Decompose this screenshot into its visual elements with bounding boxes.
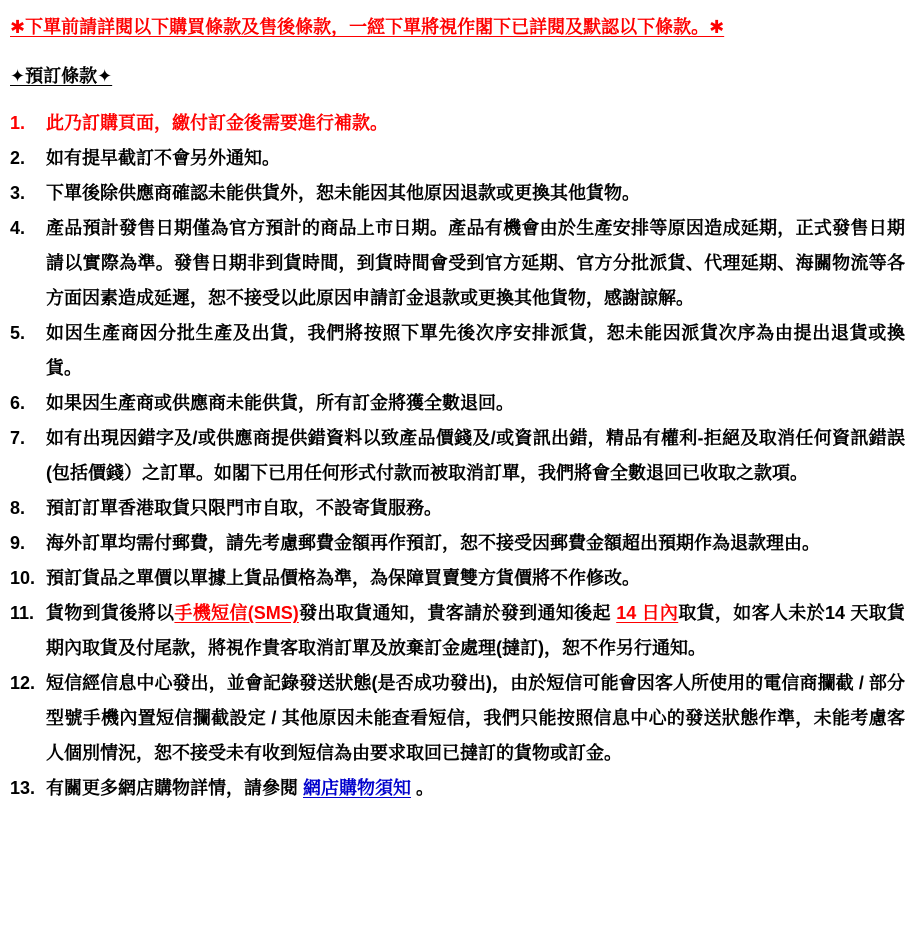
term-segment: 貨物到貨後將以 bbox=[46, 603, 175, 623]
term-text bbox=[46, 526, 905, 561]
preorder-terms-heading: ✦預訂條款✦ bbox=[10, 66, 113, 86]
term-segment: 有關更多網店購物詳情，請參閱 bbox=[46, 778, 303, 798]
term-item-8 bbox=[10, 491, 905, 526]
term-item-7 bbox=[10, 421, 905, 491]
term-text bbox=[46, 141, 905, 176]
term-number: 8. bbox=[10, 498, 26, 518]
term-text bbox=[46, 491, 905, 526]
term-item-9 bbox=[10, 526, 905, 561]
term-item-3 bbox=[10, 176, 905, 211]
term-segment: 14 日內 bbox=[616, 603, 679, 623]
term-number: 7. bbox=[10, 428, 26, 448]
term-segment: 此乃訂購頁面，繳付訂金後需要進行補款。 bbox=[46, 113, 388, 133]
term-number: 6. bbox=[10, 393, 26, 413]
term-segment: 下單後除供應商確認未能供貨外，恕未能因其他原因退款或更換其他貨物。 bbox=[46, 183, 640, 203]
term-text bbox=[46, 771, 905, 806]
term-number: 9. bbox=[10, 533, 26, 553]
term-number: 3. bbox=[10, 183, 26, 203]
term-text bbox=[46, 211, 905, 316]
term-segment: 如有出現因錯字及/或供應商提供錯資料以致產品價錢及/或資訊出錯，精品有權利-拒絕及取消任何資訊錯誤(包括價錢）之訂單。如閣下已用任何形式付款而被取消訂單，我們將會全數退回已收取之款項。 bbox=[46, 428, 905, 483]
term-item-5 bbox=[10, 316, 905, 386]
term-segment: 如因生產商因分批生產及出貨，我們將按照下單先後次序安排派貨，恕未能因派貨次序為由提出退貨或換貨。 bbox=[46, 323, 905, 378]
term-number: 11. bbox=[10, 603, 35, 623]
term-segment: 如果因生產商或供應商未能供貨，所有訂金將獲全數退回。 bbox=[46, 393, 514, 413]
term-item-2 bbox=[10, 141, 905, 176]
term-item-6 bbox=[10, 386, 905, 421]
term-text bbox=[46, 386, 905, 421]
term-segment: 產品預計發售日期僅為官方預計的商品上市日期。產品有機會由於生產安排等原因造成延期，正式發售日期請以實際為準。發售日期非到貨時間，到貨時間會受到官方延期、官方分批派貨、代理延期、海關物流等各方面因素造成延遲，恕不接受以此原因申請訂金退款或更換其他貨物，感謝諒解。 bbox=[46, 218, 905, 308]
term-item-10 bbox=[10, 561, 905, 596]
heading-row bbox=[10, 59, 905, 94]
term-text bbox=[46, 421, 905, 491]
purchase-terms-document bbox=[10, 10, 905, 806]
term-item-11 bbox=[10, 596, 905, 666]
term-text bbox=[46, 561, 905, 596]
term-number: 2. bbox=[10, 148, 26, 168]
terms-list bbox=[10, 106, 905, 806]
term-number: 10. bbox=[10, 568, 36, 588]
term-number: 13. bbox=[10, 778, 36, 798]
term-item-1 bbox=[10, 106, 905, 141]
term-segment: 短信經信息中心發出，並會記錄發送狀態(是否成功發出)，由於短信可能會因客人所使用的電信商攔截 / 部分型號手機內置短信攔截設定 / 其他原因未能查看短信，我們只能按照信息中心的發送狀態作準，未能考慮客人個別情況，恕不接受未有收到短信為由要求取回已撻訂的貨物或訂金。 bbox=[46, 673, 905, 763]
term-segment: 發出取貨通知，貴客請於發到通知後起 bbox=[298, 603, 617, 623]
term-segment: 如有提早截訂不會另外通知。 bbox=[46, 148, 280, 168]
term-number: 4. bbox=[10, 218, 26, 238]
term-segment: 海外訂單均需付郵費，請先考慮郵費金額再作預訂，恕不接受因郵費金額超出預期作為退款理由。 bbox=[46, 533, 820, 553]
term-text bbox=[46, 316, 905, 386]
term-segment: 。 bbox=[411, 778, 435, 798]
term-number: 12. bbox=[10, 673, 36, 693]
term-item-4 bbox=[10, 211, 905, 316]
term-text bbox=[46, 106, 905, 141]
term-number: 5. bbox=[10, 323, 26, 343]
shop-guide-link[interactable]: 網店購物須知 bbox=[303, 778, 411, 798]
term-text bbox=[46, 596, 905, 666]
term-item-13 bbox=[10, 771, 905, 806]
term-segment: 手機短信(SMS) bbox=[174, 603, 299, 623]
term-segment: 取貨，如客人未於14 天取貨期內取貨及付尾款，將視作貴客取消訂單及放棄訂金處理(撻訂)，恕不作另行通知。 bbox=[46, 603, 906, 658]
term-text bbox=[46, 666, 905, 771]
term-text bbox=[46, 176, 905, 211]
term-segment: 預訂貨品之單價以單據上貨品價格為準，為保障買賣雙方貨價將不作修改。 bbox=[46, 568, 640, 588]
term-number: 1. bbox=[10, 113, 26, 133]
term-segment: 預訂訂單香港取貨只限門市自取，不設寄貨服務。 bbox=[46, 498, 442, 518]
terms-notice-title: ✱下單前請詳閱以下購買條款及售後條款，一經下單將視作閣下已詳閱及默認以下條款。✱ bbox=[10, 17, 725, 37]
term-item-12 bbox=[10, 666, 905, 771]
